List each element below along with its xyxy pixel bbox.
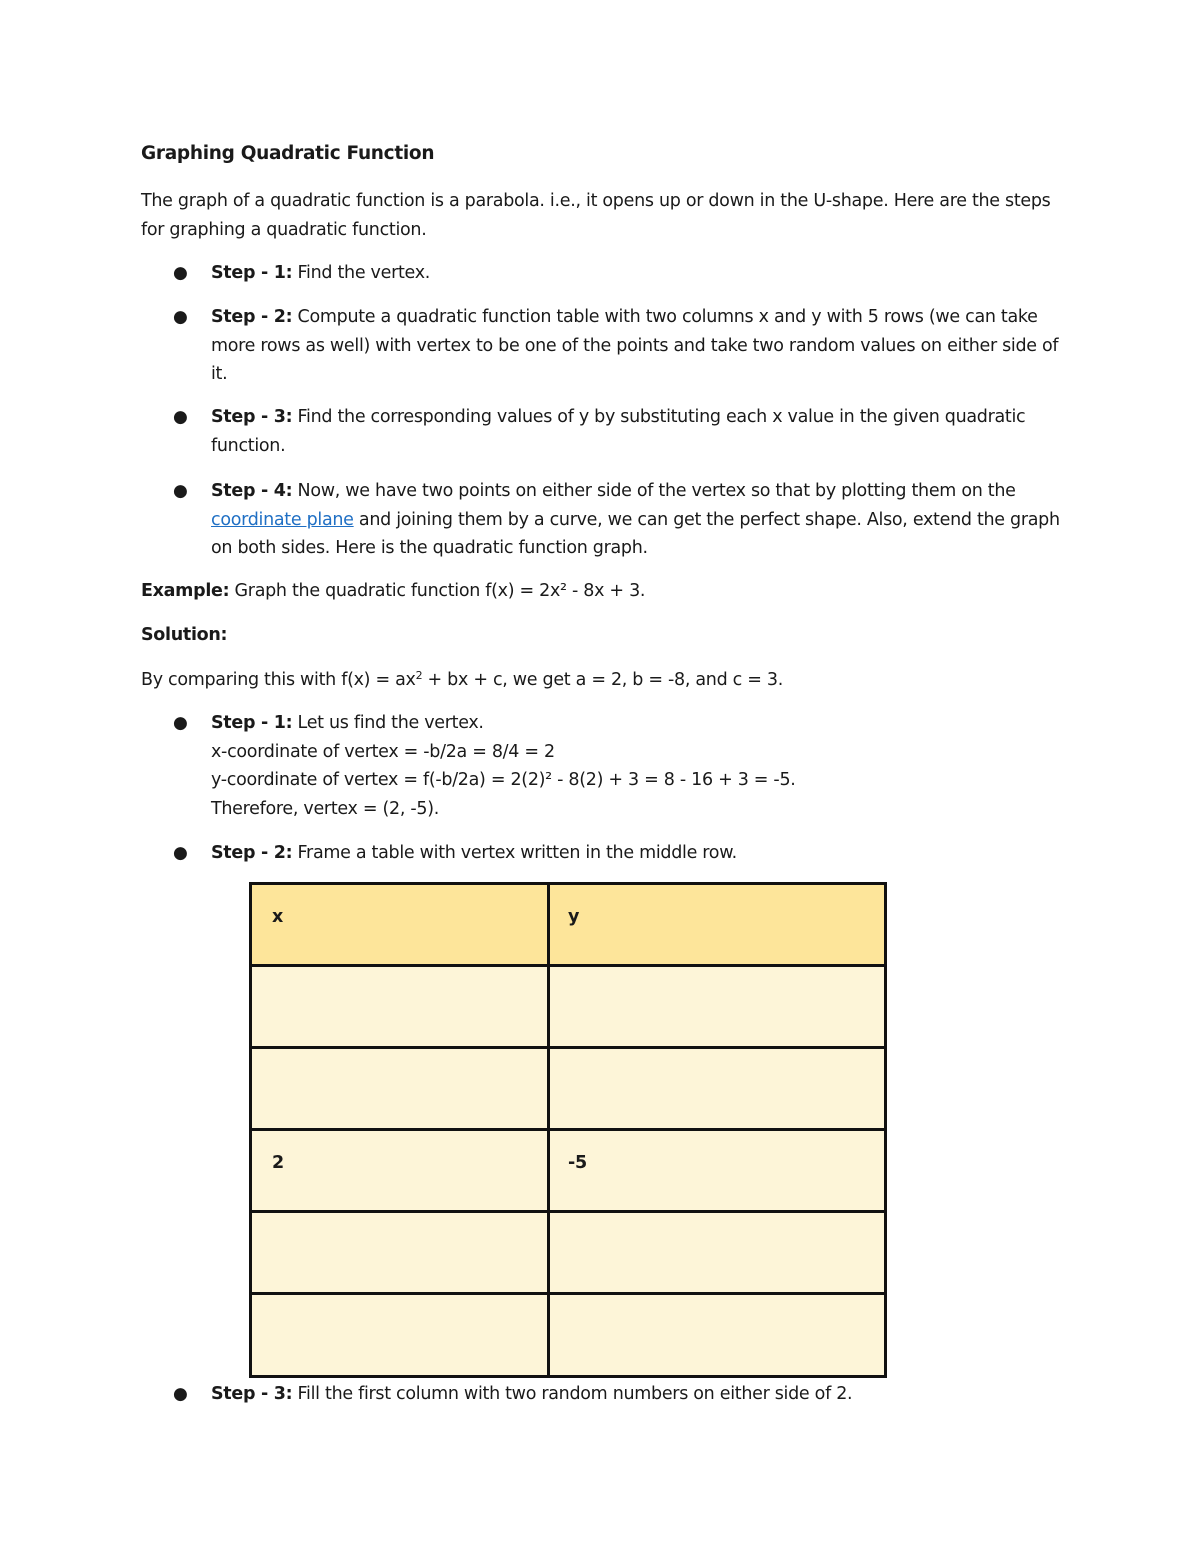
step-label: Step - 2: xyxy=(211,843,293,863)
table-row xyxy=(252,1213,884,1295)
solution-heading: Solution: xyxy=(141,625,228,645)
list-item xyxy=(173,303,1071,389)
page-title: Graphing Quadratic Function xyxy=(141,143,435,164)
table-row xyxy=(252,1049,884,1131)
table-header-row xyxy=(252,885,884,967)
coordinate-plane-link[interactable]: coordinate plane xyxy=(211,509,354,530)
table-row xyxy=(252,1131,884,1213)
vertex-result-line: Therefore, vertex = (2, -5). xyxy=(211,798,440,819)
intro-paragraph: The graph of a quadratic function is a parabola. i.e., it opens up or down in the U-shape. Here are the steps for graphing a quadratic function. xyxy=(141,191,1051,240)
example-text: Graph the quadratic function f(x) = 2x² - 8x + 3. xyxy=(229,581,646,601)
step-text: Fill the first column with two random numbers on either side of 2. xyxy=(292,1384,853,1404)
step-text: Let us find the vertex. xyxy=(292,713,484,733)
example-line xyxy=(141,577,1061,606)
list-item xyxy=(173,403,1071,460)
step-text: Frame a table with vertex written in the middle row. xyxy=(292,843,737,863)
step-label: Step - 3: xyxy=(211,407,293,427)
step-label: Step - 4: xyxy=(211,481,293,501)
vertex-y-line: y-coordinate of vertex = f(-b/2a) = 2(2)² - 8(2) + 3 = 8 - 16 + 3 = -5. xyxy=(211,770,796,790)
step-label: Step - 1: xyxy=(211,713,293,733)
bullet-icon: ● xyxy=(173,843,188,863)
list-item xyxy=(173,259,1071,288)
comparison-line xyxy=(141,666,1061,695)
comparison-text: By comparing this with f(x) = ax xyxy=(141,670,416,690)
step-label: Step - 2: xyxy=(211,307,293,327)
step-text: Now, we have two points on either side of the vertex so that by plotting them on the xyxy=(292,481,1016,501)
table-header-x: x xyxy=(272,907,283,927)
bullet-icon: ● xyxy=(173,307,188,327)
step-text: and joining them by a curve, we can get the perfect shape. Also, extend the graph on both sides. Here is the quadratic function graph. xyxy=(211,509,1060,558)
bullet-icon: ● xyxy=(173,407,188,427)
list-item xyxy=(173,1380,1071,1409)
list-item xyxy=(173,709,1071,823)
table-row xyxy=(252,1295,884,1377)
list-item xyxy=(173,477,1071,563)
table-row xyxy=(252,967,884,1049)
example-label: Example: xyxy=(141,581,230,601)
superscript: 2 xyxy=(415,669,423,682)
comparison-text: + bx + c, we get a = 2, b = -8, and c = 3. xyxy=(422,670,783,690)
step-text: Find the vertex. xyxy=(292,263,431,283)
step-label: Step - 3: xyxy=(211,1384,293,1404)
bullet-icon: ● xyxy=(173,1384,188,1404)
step-label: Step - 1: xyxy=(211,263,293,283)
table-header-y: y xyxy=(568,907,580,927)
vertex-x-line: x-coordinate of vertex = -b/2a = 8/4 = 2 xyxy=(211,741,555,762)
table-cell-x: 2 xyxy=(272,1153,284,1173)
bullet-icon: ● xyxy=(173,713,188,733)
table-cell-y: -5 xyxy=(568,1153,587,1173)
xy-table xyxy=(249,882,887,1378)
bullet-icon: ● xyxy=(173,481,188,501)
step-text: Compute a quadratic function table with two columns x and y with 5 rows (we can take more rows as well) with vertex to be one of the points and take two random values on either side of it. xyxy=(211,307,1059,384)
table-column-divider xyxy=(547,885,550,1375)
list-item xyxy=(173,839,1071,868)
bullet-icon: ● xyxy=(173,263,188,283)
step-text: Find the corresponding values of y by substituting each x value in the given quadratic function. xyxy=(211,407,1026,456)
